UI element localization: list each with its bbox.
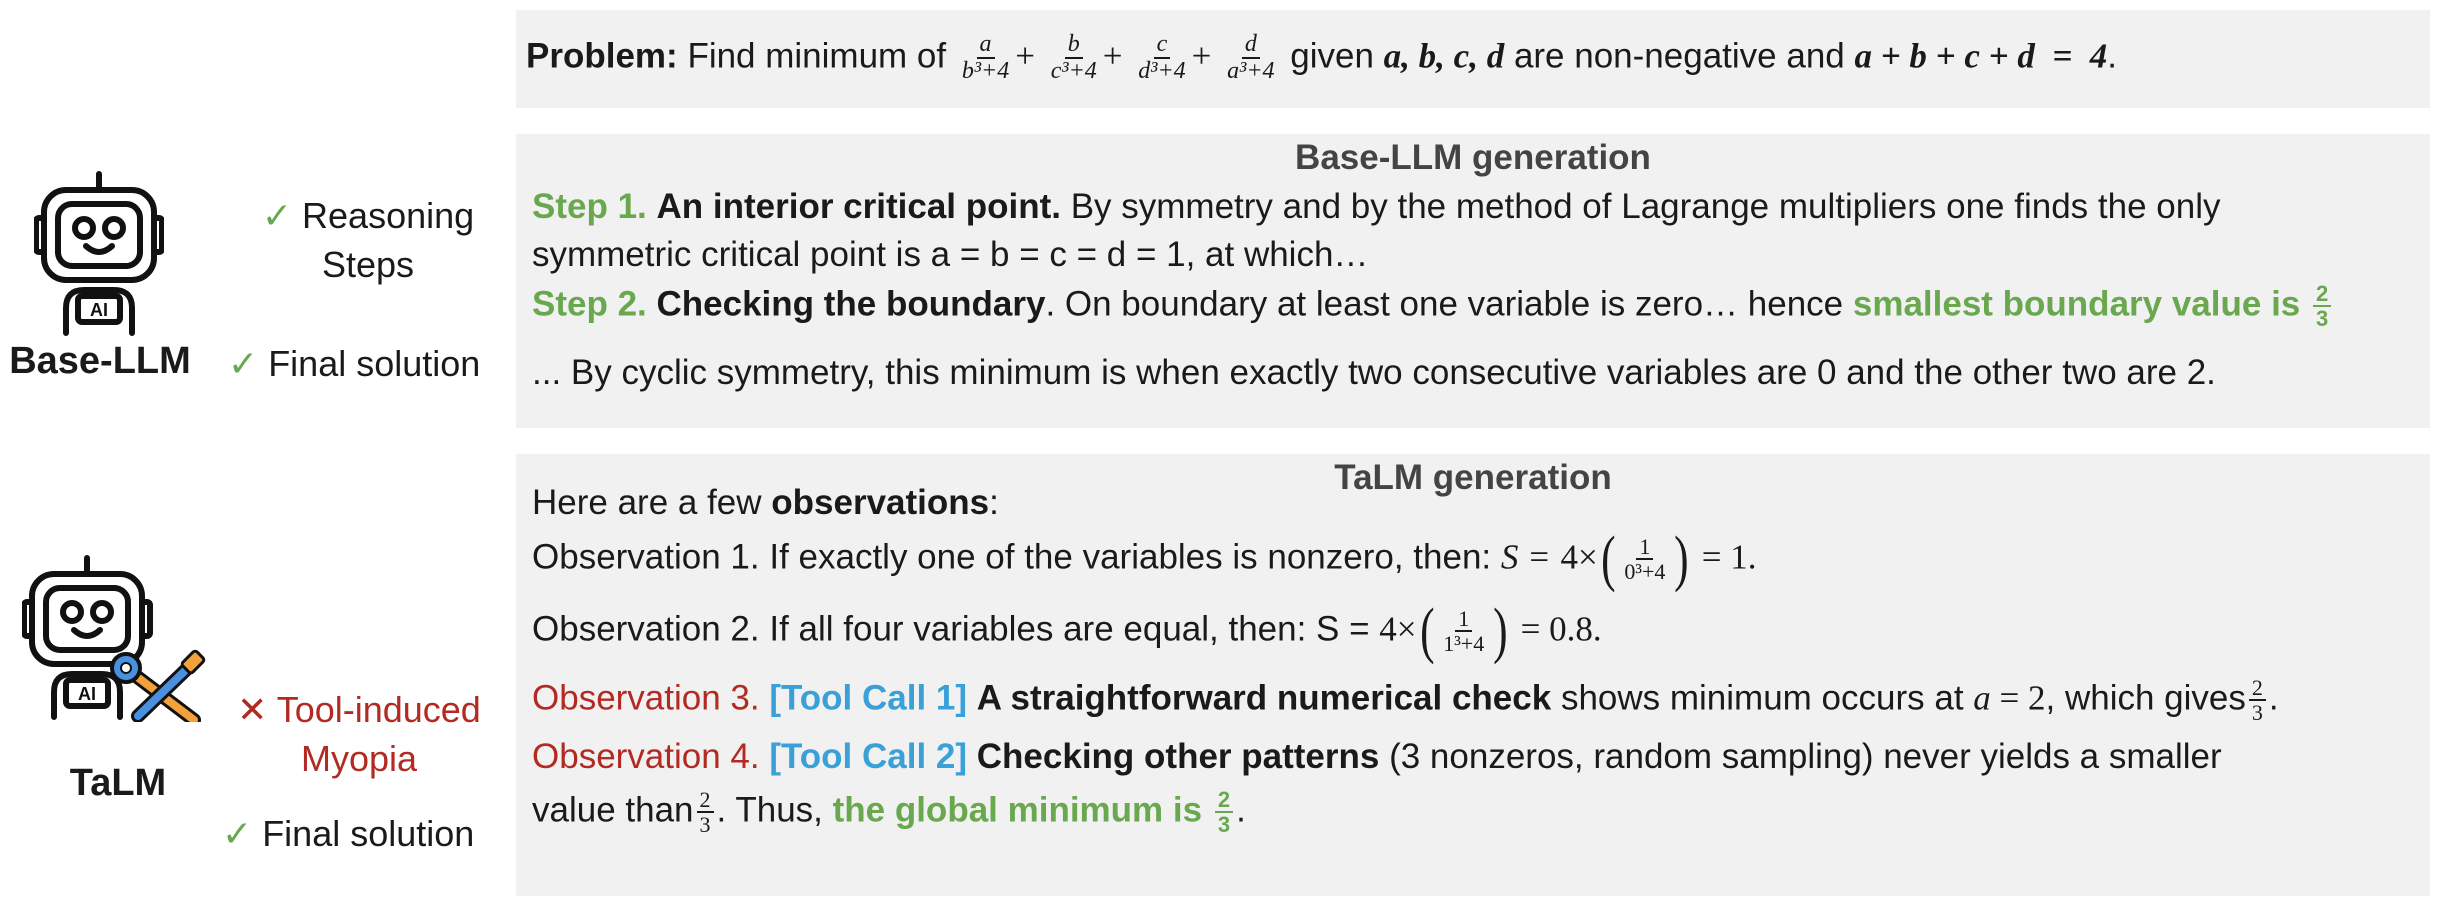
talm-observation-1: Observation 1. If exactly one of the variables is nonzero, then: S = 4×( $\frac{1}{\text{0³+4}}$ ) = 1. (532, 525, 1757, 593)
talm-intro: Here are a few observations: (532, 483, 999, 522)
base-llm-robot-icon (34, 168, 164, 338)
problem-fraction: $\frac{c}{\text{d³+4}}$ (1138, 31, 1186, 85)
talm-label: TaLM (69, 762, 167, 804)
check-icon: ✓ (261, 195, 293, 236)
talm-observation-4-cont: value than $\frac{2}{3}$ . Thus, the global minimum is $\frac{2}{3}$ . (532, 787, 1246, 838)
fraction-two-thirds: $\frac{2}{3}$ (697, 788, 714, 836)
tool-call-1: [Tool Call 1] (769, 678, 968, 718)
base-llm-panel-title: Base-LLM generation (1295, 138, 1651, 177)
problem-panel (516, 10, 2430, 108)
problem-mid: are non-negative and (1513, 36, 1845, 76)
wrench-screwdriver-icon (112, 650, 205, 720)
svg-text:AI: AI (78, 684, 96, 704)
fraction-two-thirds: $\frac{2}{3}$ (2313, 282, 2331, 330)
reasoning-steps-label: ✓ Reasoning Steps (261, 195, 475, 285)
talm-robot-icon (22, 552, 212, 722)
talm-final-solution-label: ✓ Final solution (222, 813, 475, 854)
problem-fraction: $\frac{a}{\text{b³+4}}$ (961, 31, 1010, 85)
svg-text:AI: AI (90, 300, 108, 320)
base-llm-panel (516, 134, 2430, 428)
fraction-two-thirds: $\frac{2}{3}$ (1215, 788, 1233, 836)
base-step1-cont: symmetric critical point is a = b = c = d = 1, at which… (532, 235, 1369, 274)
check-icon: ✓ (228, 343, 259, 384)
talm-observation-3: Observation 3. [Tool Call 1] A straightforward numerical check shows minimum occurs at a = 2, which gives $\frac{2}{3}$ . (532, 675, 2279, 726)
base-step2-cont: ... By cyclic symmetry, this minimum is when exactly two consecutive variables are 0 and the other two are 2. (532, 353, 2216, 392)
problem-given: given (1290, 36, 1374, 76)
talm-panel (516, 454, 2430, 896)
tool-call-2: [Tool Call 2] (769, 737, 968, 776)
talm-panel-title: TaLM generation (1334, 458, 1612, 497)
cross-icon: ✕ (237, 689, 268, 730)
problem-fraction: $\frac{d}{\text{a³+4}}$ (1227, 31, 1275, 85)
fraction-two-thirds: $\frac{2}{3}$ (2249, 676, 2266, 724)
check-icon: ✓ (222, 813, 253, 854)
talm-observation-2: Observation 2. If all four variables are equal, then: S = 4×( $\frac{1}{\text{1³+4}}$ ) = 0.8. (532, 597, 1602, 665)
fraction: $\frac{1}{\text{1³+4}}$ (1443, 605, 1485, 656)
talm-observation-4: Observation 4. [Tool Call 2] Checking other patterns (3 nonzeros, random sampling) never yields a smaller (532, 737, 2222, 776)
base-llm-label: Base-LLM (9, 340, 191, 382)
problem-constraint: a + b + c + d = 4 (1854, 36, 2108, 76)
base-final-solution-label: ✓ Final solution (228, 343, 481, 384)
base-step1: Step 1. An interior critical point. By symmetry and by the method of Lagrange multipliers one finds the only (532, 187, 2221, 226)
tool-induced-myopia-label: ✕ Tool-induced Myopia (237, 689, 481, 779)
problem-vars: a, b, c, d (1383, 36, 1505, 76)
problem-statement: Problem: Find minimum of $\frac{a}{\text{b³+4}}$ + $\frac{b}{\text{c³+4}}$ + $\frac{c}{\text{d³+4}}$ + $\frac{d}{\text{a³+4}}$ given a, b, c, d are non-negative and a + b + c + d = 4. (526, 31, 2118, 85)
problem-text: Find minimum of (687, 36, 947, 76)
problem-fraction: $\frac{b}{\text{c³+4}}$ (1050, 31, 1097, 85)
base-step2: Step 2. Checking the boundary. On boundary at least one variable is zero… hence smallest boundary value is $\frac{2}{3}$ (532, 282, 2334, 330)
problem-label: Problem: (526, 36, 678, 76)
fraction: $\frac{1}{\text{0³+4}}$ (1624, 533, 1666, 584)
